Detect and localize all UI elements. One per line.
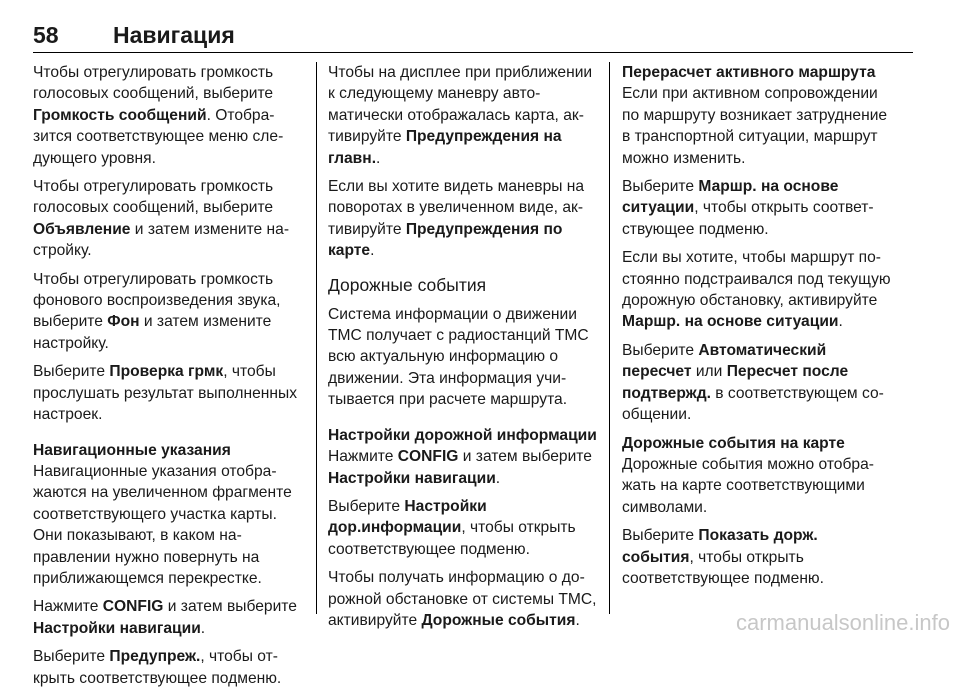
menu-item-ref: Дорожные события <box>421 611 576 629</box>
section-title: Навигация <box>113 22 235 48</box>
paragraph: Чтобы на дисплее при приближении к следующему маневру автоматически отображалась карта, активируйте Предупреждения на главн.. <box>328 64 593 167</box>
subheading: Дорожные события на карте <box>622 434 845 452</box>
button-ref: CONFIG <box>397 448 459 466</box>
menu-item-ref: Предупреждения на главн. <box>328 128 562 167</box>
menu-item-ref: Фон <box>107 313 140 331</box>
menu-item-ref: Проверка грмк <box>109 363 224 381</box>
paragraph: Нажмите CONFIG и затем выберите Настройки навигации. <box>33 598 297 637</box>
column-2 <box>328 62 598 638</box>
paragraph: Дорожные события на карте Дорожные события можно отображать на карте соответствующими символами. <box>622 433 892 519</box>
menu-item-ref: Настройки дор.информации <box>328 497 487 537</box>
paragraph: Выберите Проверка грмк, чтобы прослушать результат выполненных настроек. <box>33 363 298 424</box>
menu-item-ref: Объявление <box>33 220 131 238</box>
paragraph: Навигационные указания Навигационные указания отображаются на увеличенном фрагменте соответствующего участка карты. Они показывают, в каком направлении нужно повернуть на приближающемся перекрестке. <box>33 440 308 590</box>
menu-item-ref: Предупреж. <box>109 648 201 666</box>
menu-item-ref: Пересчет после подтвержд. <box>622 363 849 402</box>
column-divider-2 <box>609 62 610 614</box>
page-number: 58 <box>33 22 59 48</box>
menu-item-ref: Настройки навигации <box>33 619 201 637</box>
paragraph: Выберите Предупреж., чтобы открыть соответствующее подменю. <box>33 648 282 687</box>
column-1 <box>33 62 308 696</box>
paragraph: Если вы хотите, чтобы маршрут постоянно подстраивался под текущую дорожную обстановку, активируйте Маршр. на основе ситуации. <box>622 249 891 331</box>
column-3 <box>622 62 892 596</box>
paragraph: Система информации о движении TMC получает с радиостанций TMC всю актуальную информацию о движении. Эта информация учитывается при расчете маршрута. <box>328 305 589 409</box>
page-header <box>33 22 913 54</box>
paragraph: Выберите Маршр. на основе ситуации, чтобы открыть соответствующее подменю. <box>622 178 874 238</box>
section-heading: Дорожные события <box>328 274 487 295</box>
menu-item-ref: Настройки навигации <box>328 469 496 487</box>
column-divider-1 <box>316 62 317 614</box>
paragraph: Чтобы отрегулировать громкость фонового воспроизведения звука, выберите Фон и затем измените настройку. <box>33 270 281 352</box>
subheading: Настройки дорожной информации <box>328 426 597 444</box>
paragraph: Чтобы отрегулировать громкость голосовых сообщений, выберите Объявление и затем измените настройку. <box>33 178 290 260</box>
paragraph: Выберите Показать дорж. события, чтобы открыть соответствующее подменю. <box>622 527 824 587</box>
paragraph: Выберите Настройки дор.информации, чтобы открыть соответствующее подменю. <box>328 497 576 558</box>
paragraph: Перерасчет активного маршрута Если при активном сопровождении по маршруту возникает затруднение в транспортной ситуации, маршрут можно изменить. <box>622 62 892 169</box>
menu-item-ref: Автоматический пересчет <box>622 341 827 381</box>
subheading: Навигационные указания <box>33 441 231 459</box>
menu-item-ref: Громкость сообщений <box>33 106 207 124</box>
paragraph: Чтобы отрегулировать громкость голосовых сообщений, выберите Громкость сообщений. Отобразится соответствующее меню следующего уровня. <box>33 64 284 167</box>
header-divider <box>33 52 913 53</box>
menu-item-ref: Маршр. на основе ситуации <box>622 313 839 331</box>
paragraph: Выберите Автоматический пересчет или Пересчет после подтвержд. в соответствующем сообщении. <box>622 341 884 424</box>
menu-item-ref: Маршр. на основе ситуации <box>622 178 839 217</box>
paragraph: Если вы хотите видеть маневры на поворотах в увеличенном виде, активируйте Предупреждения по карте. <box>328 178 585 260</box>
button-ref: CONFIG <box>102 598 164 616</box>
menu-item-ref: Показать дорж. события <box>622 527 818 566</box>
paragraph: Настройки дорожной информации Нажмите CONFIG и затем выберите Настройки навигации. <box>328 426 597 487</box>
menu-item-ref: Предупреждения по карте <box>328 220 563 260</box>
subheading: Перерасчет активного маршрута <box>622 64 876 81</box>
watermark: carmanualsonline.info <box>735 610 950 635</box>
paragraph: Чтобы получать информацию о дорожной обстановке от системы TMC, активируйте Дорожные события. <box>328 569 597 629</box>
